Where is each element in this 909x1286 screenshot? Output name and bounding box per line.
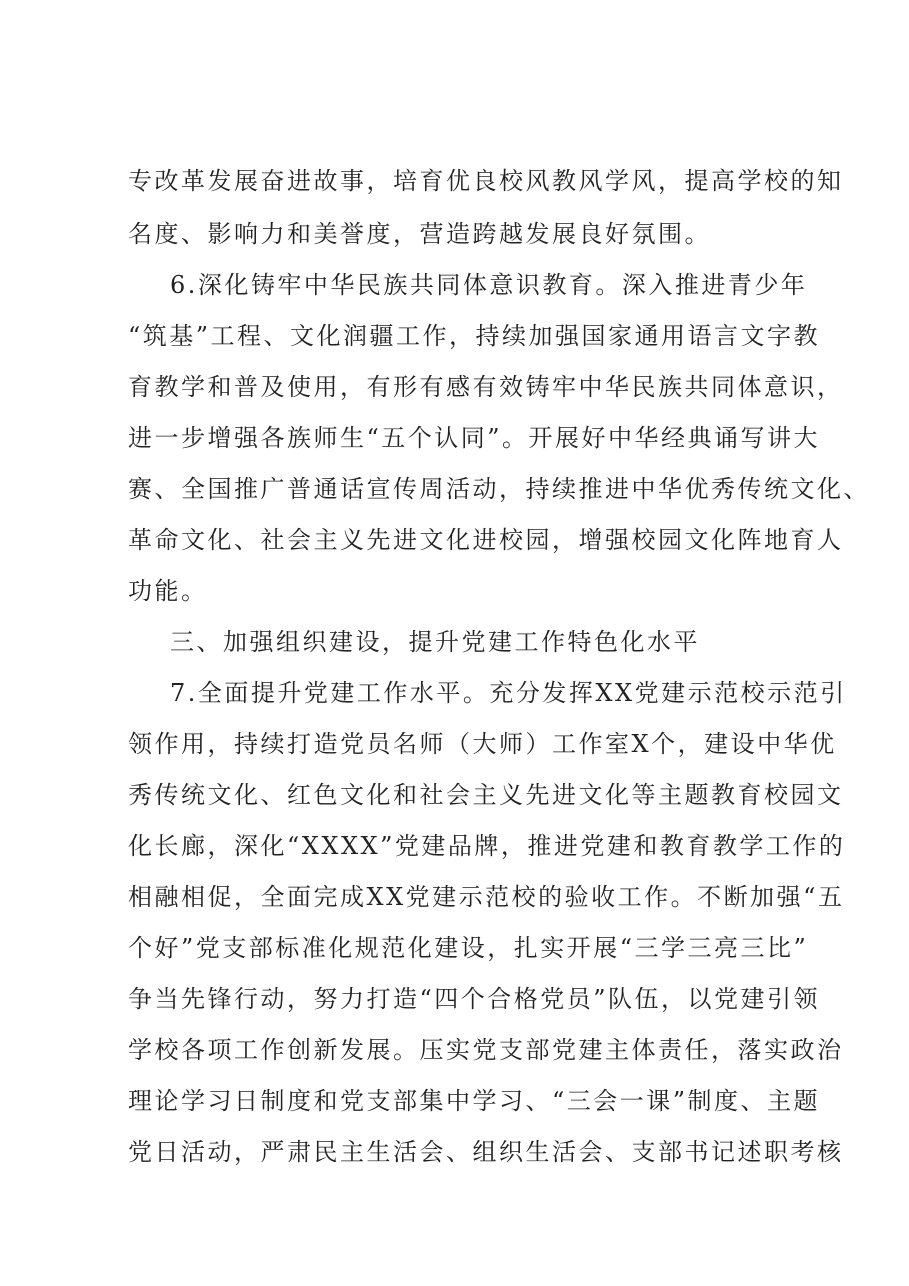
text-line: 争当先锋行动，努力打造“四个合格党员”队伍，以党建引领 [128,985,821,1013]
text-line: 党日活动，严肃民主生活会、组织生活会、支部书记述职考核 [128,1138,844,1166]
text-line: 育教学和普及使用，有形有感有效铸牢中华民族共同体意识， [128,373,844,401]
text-line: 专改革发展奋进故事，培育优良校风教风学风，提高学校的知 [128,167,844,195]
paragraph-7-heading-line: 7.全面提升党建工作水平。充分发挥XX党建示范校示范引 [170,679,847,707]
text-line: “筑基”工程、文化润疆工作，持续加强国家通用语言文字教 [128,322,821,350]
text-line: 进一步增强各族师生“五个认同”。开展好中华经典诵写讲大 [128,424,821,452]
text-line: 理论学习日制度和党支部集中学习、“三会一课”制度、主题 [128,1087,821,1115]
text-line: 名度、影响力和美誉度，营造跨越发展良好氛围。 [128,220,711,248]
text-line: 功能。 [128,577,208,605]
text-line: 赛、全国推广普通话宣传周活动，持续推进中华优秀传统文化、 [128,475,870,503]
text-line: 相融相促，全面完成XX党建示范校的验收工作。不断加强“五 [128,883,845,911]
text-line: 秀传统文化、红色文化和社会主义先进文化等主题教育校园文 [128,781,844,809]
section-heading: 三、加强组织建设，提升党建工作特色化水平 [170,628,700,656]
text-line: 个好”党支部标准化规范化建设，扎实开展“三学三亮三比” [128,934,809,962]
paragraph-6-heading-line: 6.深化铸牢中华民族共同体意识教育。深入推进青少年 [170,271,808,299]
text-line: 学校各项工作创新发展。压实党支部党建主体责任，落实政治 [128,1036,844,1064]
text-line: 革命文化、社会主义先进文化进校园，增强校园文化阵地育人 [128,526,844,554]
text-line: 化长廊，深化“XXXX”党建品牌，推进党建和教育教学工作的 [128,832,846,860]
text-line: 领作用，持续打造党员名师（大师）工作室X个，建设中华优 [128,730,837,758]
